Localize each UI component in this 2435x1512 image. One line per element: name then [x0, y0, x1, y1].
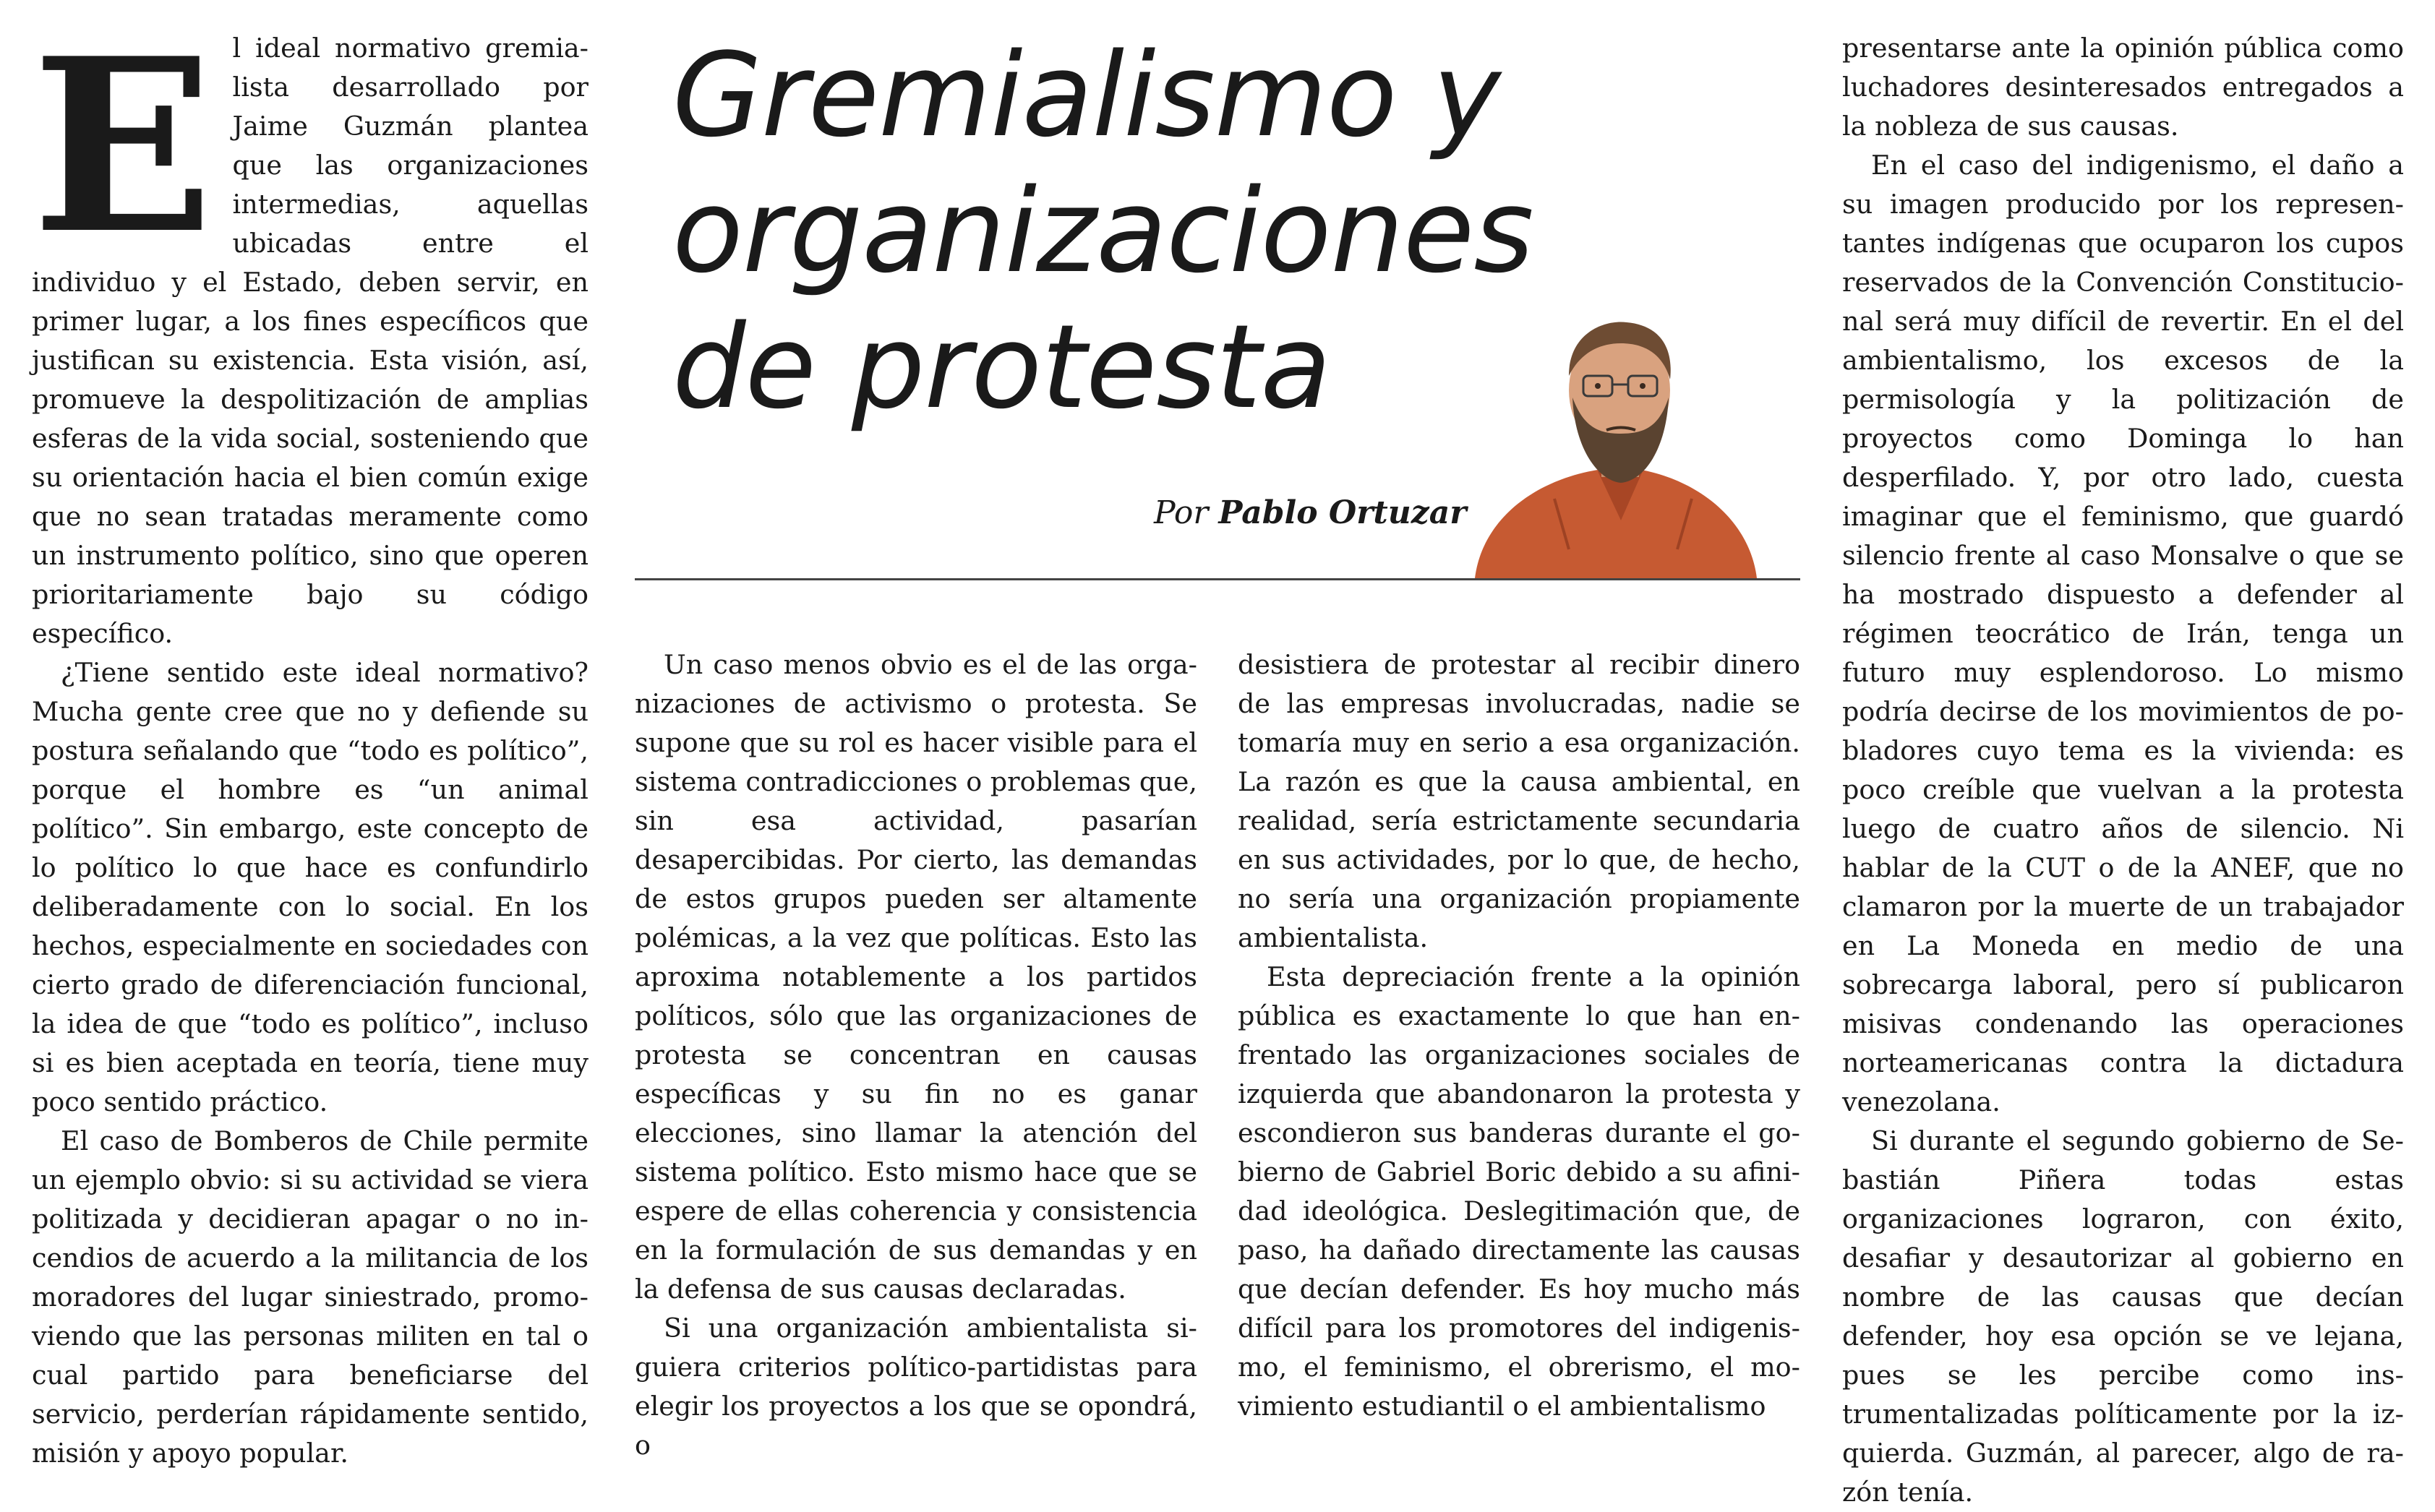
headline-divider	[635, 578, 1800, 580]
paragraph: Si una organización ambientalista siguiera criterios político-partidistas para elegir los proyectos a los que se opondrá, o	[635, 1313, 1197, 1461]
article-column-2	[635, 645, 1197, 1465]
paragraph: Si durante el segundo gobierno de Sebastián Piñera todas estas organizaciones lograron, con éxito, desafiar y desautorizar al gobierno en nombre de las causas que decían defender, hoy esa opción se ve lejana, pues se les percibe como instrumentalizadas políticamente por la izquierda. Guzmán, al parecer, algo de razón tenía.	[1842, 1125, 2404, 1508]
byline-prefix: Por	[1154, 494, 1209, 531]
paragraph: ¿Tiene sentido este ideal normativo? Mucha gente cree que no y defiende su postura señalando que “todo es político”, porque el hombre es “un animal político”. Sin embargo, este concepto de lo político lo que hace es confundirlo deliberadamente con lo social. En los hechos, especialmente en sociedades con cierto grado de diferenciación funcional, la idea de que “todo es político”, incluso si es bien aceptada en teoría, tiene muy poco sentido práctico.	[32, 657, 589, 1117]
paragraph	[32, 6, 589, 653]
byline-author: Pablo Ortuzar	[1218, 494, 1467, 531]
paragraph: presentarse ante la opinión pública como luchadores desinteresados entregados a la nobleza de sus causas.	[1842, 33, 2404, 142]
article-column-4	[1842, 29, 2404, 1512]
paragraph: El caso de Bomberos de Chile permite un ejemplo obvio: si su actividad se viera politizada y decidieran apagar o no incendios de acuerdo a la militancia de los moradores del lugar siniestrado, promoviendo que las personas militen en tal o cual partido para beneficiarse del servicio, perderían rápidamente sentido, misión y apoyo popular.	[32, 1125, 589, 1469]
drop-cap: E	[32, 6, 211, 286]
author-portrait-illustration	[1453, 304, 1771, 578]
article-column-3	[1238, 645, 1800, 1426]
article-headline: Gremialismo y organizaciones de protesta	[672, 27, 1533, 434]
paragraph-text: l ideal normativo gremialista desarrollado por Jaime Guzmán plantea que las organizaciones intermedias, aquellas ubicadas entre el individuo y el Estado, deben servir, en primer lugar, a los fines específicos que justifican su existencia. Esta visión, así, promueve la despolitización de amplias esferas de la vida social, sosteniendo que su orientación hacia el bien común exige que no sean tratadas meramente como un instrumento político, sino que operen prioritariamente bajo su código específico.	[32, 33, 589, 649]
article-column-1	[32, 6, 589, 1473]
byline	[1154, 494, 1466, 532]
paragraph: desistiera de protestar al recibir dinero de las empresas involucradas, nadie se tomaría muy en serio a esa organización. La razón es que la causa ambiental, en realidad, sería estrictamente secundaria en sus actividades, por lo que, de hecho, no sería una organización propiamente ambientalista.	[1238, 649, 1800, 953]
paragraph: Un caso menos obvio es el de las organizaciones de activismo o protesta. Se supone que su rol es hacer visible para el sistema contradicciones o problemas que, sin esa actividad, pasarían desapercibidas. Por cierto, las demandas de estos grupos pueden ser altamente polémicas, a la vez que políticas. Esto las aproxima notablemente a los partidos políticos, sólo que las organizaciones de protesta se concentran en causas específicas y su fin no es ganar elecciones, sino llamar la atención del sistema político. Esto mismo hace que se espere de ellas coherencia y consistencia en la formulación de sus demandas y en la defensa de sus causas declaradas.	[635, 649, 1197, 1305]
paragraph: En el caso del indigenismo, el daño a su imagen producido por los representantes indígenas que ocuparon los cupos reservados de la Convención Constitucional será muy difícil de revertir. En el del ambientalismo, los excesos de la permisología y la politización de proyectos como Dominga lo han desperfilado. Y, por otro lado, cuesta imaginar que el feminismo, que guardó silencio frente al caso Monsalve o que se ha mostrado dispuesto a defender al régimen teocrático de Irán, tenga un futuro muy esplendoroso. Lo mismo podría decirse de los movimientos de pobladores cuyo tema es la vivienda: es poco creíble que vuelvan a la protesta luego de cuatro años de silencio. Ni hablar de la CUT o de la ANEF, que no clamaron por la muerte de un trabajador en La Moneda en medio de una sobrecarga laboral, pero sí publicaron misivas condenando las operaciones norteamericanas contra la dictadura venezolana.	[1842, 150, 2404, 1117]
paragraph: Esta depreciación frente a la opinión pública es exactamente lo que han enfrentado las organizaciones sociales de izquierda que abandonaron la protesta y escondieron sus banderas durante el gobierno de Gabriel Boric debido a su afinidad ideológica. Deslegitimación que, de paso, ha dañado directamente las causas que decían defender. Es hoy mucho más difícil para los promotores del indigenismo, el feminismo, el obrerismo, el movimiento estudiantil o el ambientalismo	[1238, 961, 1800, 1422]
author-portrait	[1453, 304, 1771, 578]
